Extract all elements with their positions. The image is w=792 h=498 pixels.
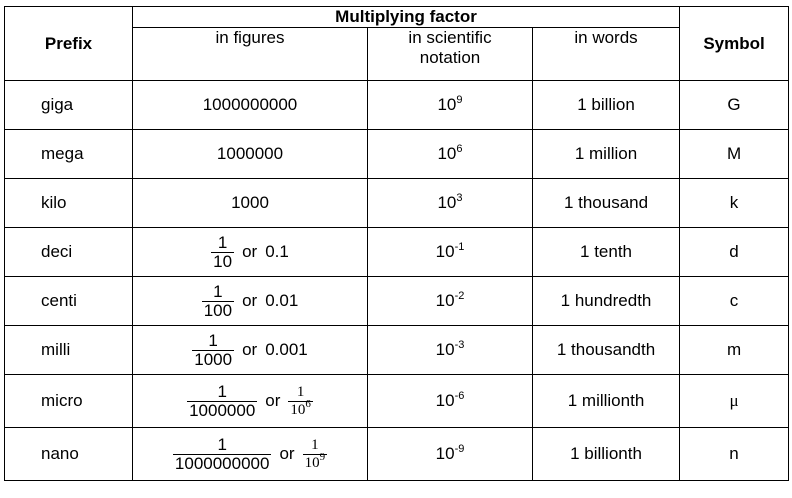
figures-cell: 1000 <box>133 179 368 228</box>
symbol-cell: G <box>680 81 789 130</box>
table-row-nano <box>5 428 789 481</box>
fraction <box>187 383 257 420</box>
sci-exponent: -3 <box>454 339 465 351</box>
words-cell: 1 tenth <box>533 228 680 277</box>
words-cell: 1 millionth <box>533 375 680 428</box>
scientific-cell <box>368 277 533 326</box>
table-row-kilo <box>5 179 789 228</box>
fraction-numerator: 1 <box>208 330 218 350</box>
symbol-cell: n <box>680 428 789 481</box>
or-text: or <box>242 242 258 261</box>
symbol-cell: M <box>680 130 789 179</box>
table-row-deci <box>5 228 789 277</box>
sci-exponent: -9 <box>454 443 465 455</box>
in-scientific-notation-header: in scientific notation <box>368 28 533 81</box>
words-cell: 1 million <box>533 130 680 179</box>
figures-cell <box>133 375 368 428</box>
power-fraction <box>303 437 328 472</box>
power-fraction-denominator <box>303 450 328 472</box>
sci-exponent: 6 <box>456 143 463 155</box>
scientific-cell <box>368 326 533 375</box>
table-row-micro <box>5 375 789 428</box>
power-fraction-numerator: 1 <box>296 383 305 400</box>
symbol-cell: m <box>680 326 789 375</box>
prefix-cell: deci <box>5 228 133 277</box>
symbol-cell: d <box>680 228 789 277</box>
fraction-denominator: 100 <box>203 300 233 320</box>
fraction-numerator: 1 <box>217 434 227 454</box>
fraction <box>202 283 234 320</box>
fraction <box>211 234 234 271</box>
fraction <box>173 436 272 473</box>
figures-cell <box>133 326 368 375</box>
sci-base: 10 <box>437 144 457 163</box>
table-row-centi <box>5 277 789 326</box>
symbol-cell: c <box>680 277 789 326</box>
or-text: or <box>265 391 281 410</box>
prefix-cell: mega <box>5 130 133 179</box>
figures-cell <box>133 428 368 481</box>
words-cell: 1 thousandth <box>533 326 680 375</box>
sci-base: 10 <box>435 340 455 359</box>
sci-exponent: 9 <box>456 94 463 106</box>
multiplying-factor-header: Multiplying factor <box>133 7 680 28</box>
scientific-cell <box>368 130 533 179</box>
in-words-header: in words <box>533 28 680 81</box>
figures-cell <box>133 277 368 326</box>
symbol-header: Symbol <box>680 7 789 81</box>
fraction-numerator: 1 <box>217 381 227 401</box>
or-text: or <box>242 291 258 310</box>
power-fraction <box>288 384 313 419</box>
fraction-numerator: 1 <box>213 281 223 301</box>
prefix-cell: milli <box>5 326 133 375</box>
decimal-value: 0.001 <box>265 340 308 359</box>
prefix-cell: kilo <box>5 179 133 228</box>
header-row-1 <box>5 7 789 28</box>
scientific-cell <box>368 228 533 277</box>
power-fraction-numerator: 1 <box>311 436 319 453</box>
decimal-value: 0.01 <box>265 291 299 310</box>
sci-exponent: 3 <box>456 192 463 204</box>
figures-cell: 1000000000 <box>133 81 368 130</box>
fraction-denominator: 10 <box>213 251 233 271</box>
symbol-cell: μ <box>680 375 789 428</box>
si-prefix-table <box>4 6 789 481</box>
sci-exponent: -6 <box>454 390 465 402</box>
sci-base: 10 <box>437 95 457 114</box>
power-exponent: 9 <box>319 450 326 463</box>
sci-base: 10 <box>435 291 455 310</box>
sci-exponent: -1 <box>454 241 465 253</box>
prefix-cell: centi <box>5 277 133 326</box>
prefix-cell: micro <box>5 375 133 428</box>
table-row-giga <box>5 81 789 130</box>
sci-base: 10 <box>435 391 455 410</box>
scientific-cell <box>368 179 533 228</box>
in-figures-header: in figures <box>133 28 368 81</box>
power-base: 10 <box>304 454 320 471</box>
words-cell: 1 billionth <box>533 428 680 481</box>
words-cell: 1 hundredth <box>533 277 680 326</box>
sci-base: 10 <box>435 242 455 261</box>
figures-cell: 1000000 <box>133 130 368 179</box>
fraction-denominator: 1000000000 <box>174 453 270 473</box>
scientific-cell <box>368 375 533 428</box>
prefix-cell: nano <box>5 428 133 481</box>
scientific-cell <box>368 428 533 481</box>
fraction-denominator: 1000000 <box>189 400 256 420</box>
power-exponent: 6 <box>305 397 311 410</box>
sci-exponent: -2 <box>454 290 465 302</box>
table-row-mega <box>5 130 789 179</box>
prefix-cell: giga <box>5 81 133 130</box>
sci-base: 10 <box>435 444 455 463</box>
figures-cell <box>133 228 368 277</box>
table-row-milli <box>5 326 789 375</box>
power-fraction-denominator <box>288 397 313 419</box>
fraction-denominator: 1000 <box>194 349 233 369</box>
fraction-numerator: 1 <box>217 232 228 252</box>
symbol-cell: k <box>680 179 789 228</box>
prefix-header: Prefix <box>5 7 133 81</box>
words-cell: 1 billion <box>533 81 680 130</box>
scientific-cell <box>368 81 533 130</box>
power-base: 10 <box>290 401 306 418</box>
sci-base: 10 <box>437 193 457 212</box>
or-text: or <box>242 340 258 359</box>
decimal-value: 0.1 <box>265 242 289 261</box>
fraction <box>192 332 234 369</box>
words-cell: 1 thousand <box>533 179 680 228</box>
or-text: or <box>279 444 295 463</box>
